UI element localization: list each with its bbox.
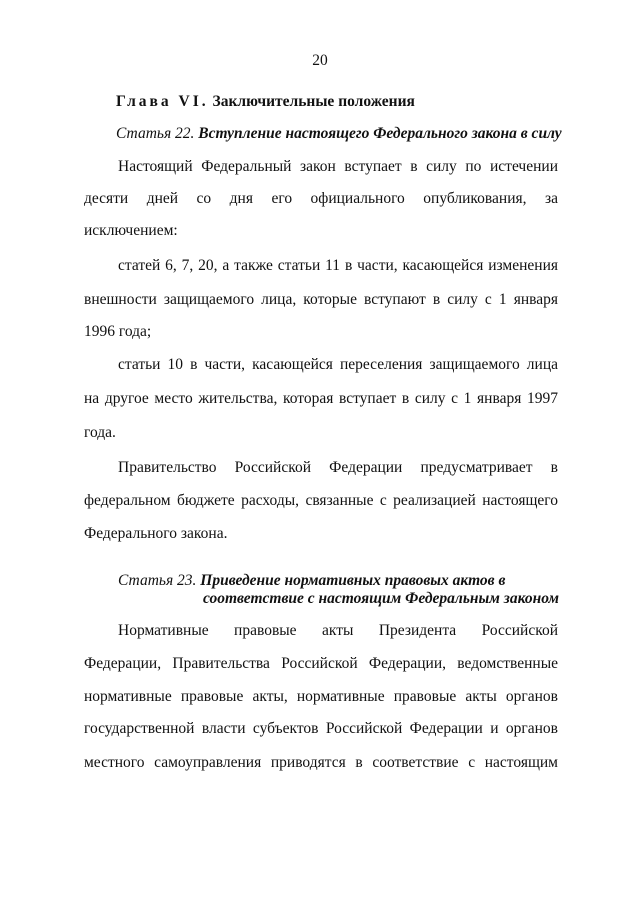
article-23-heading (118, 571, 592, 591)
article-23-line: Федерации, Правительства Российской Федерации, ведомственные (84, 655, 558, 672)
page-number: 20 (312, 52, 328, 69)
article-22-line: десяти дней со дня его официального опубликования, за (84, 190, 558, 207)
article-23-line: нормативные правовые акты, нормативные правовые акты органов (84, 688, 558, 705)
chapter-label: Глава VI. (116, 93, 209, 110)
article-22-line: исключением: (84, 222, 178, 239)
article-23-label: Статья 23. (118, 572, 197, 589)
article-22-line: на другое место жительства, которая вступает в силу с 1 января 1997 (84, 390, 558, 407)
chapter-heading (116, 92, 590, 112)
article-23-line: местного самоуправления приводятся в соответствие с настоящим (84, 754, 558, 771)
article-22-line: Федерального закона. (84, 525, 228, 542)
article-22-title: Вступление настоящего Федерального закона в силу (198, 125, 562, 142)
article-22-line: внешности защищаемого лица, которые вступают в силу с 1 января (84, 291, 558, 308)
article-22-line: 1996 года; (84, 323, 152, 340)
article-23-line: Нормативные правовые акты Президента Российской (118, 622, 558, 639)
article-22-label: Статья 22. (116, 125, 195, 142)
article-22-line: федеральном бюджете расходы, связанные с реализацией настоящего (84, 492, 558, 509)
article-22-line: Правительство Российской Федерации предусматривает в (118, 459, 558, 476)
article-23-title-line1: Приведение нормативных правовых актов в (200, 572, 506, 589)
article-22-line: года. (84, 424, 116, 441)
article-22-heading (116, 124, 590, 144)
article-22-line: статьи 10 в части, касающейся переселения защищаемого лица (118, 356, 558, 373)
article-22-line: Настоящий Федеральный закон вступает в силу по истечении (118, 158, 558, 175)
article-22-line: статей 6, 7, 20, а также статьи 11 в части, касающейся изменения (118, 257, 558, 274)
chapter-title: Заключительные положения (212, 93, 415, 110)
article-23-title-line2: соответствие с настоящим Федеральным законом (203, 590, 559, 607)
article-23-line: государственной власти субъектов Российской Федерации и органов (84, 720, 558, 737)
